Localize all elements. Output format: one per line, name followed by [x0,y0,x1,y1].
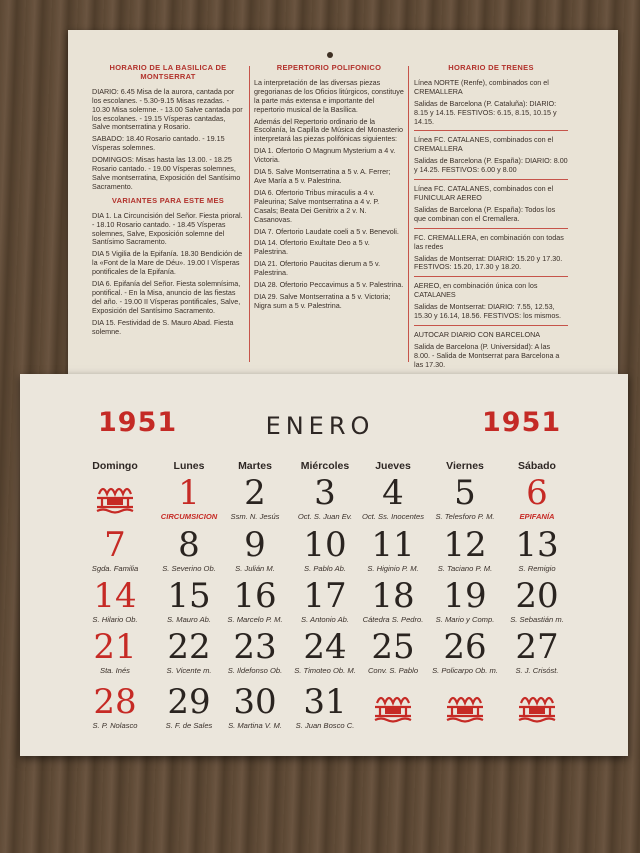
day-number: 10 [303,525,347,565]
saint-name: S. Sebastián m. [510,615,564,624]
saint-name: S. Mauro Ab. [166,615,212,624]
saint-name: CIRCUMSICION [160,512,218,521]
year-label-left: 1951 [98,407,178,438]
day-number: 17 [303,576,347,616]
saint-name: Sgda. Familia [91,564,139,573]
saint-name: S. Antonio Ab. [301,615,349,624]
day-number: 22 [167,627,211,667]
repertoire-title: REPERTORIO POLIFONICO [276,63,382,72]
repertoire-day-14: DIA 14. Ofertorio Exultate Deo a 5 v. Palestrina. [254,238,370,257]
saint-name: S. P. Nolasco [92,721,138,730]
montserrat-emblem-icon [498,683,576,741]
repertoire-day-6: DIA 6. Ofertorio Tribus miraculis a 4 v. Paleurina; Salve montserratina a 4 v. P. Casals; Beata Dei Genitrix a 2 v. N. Casanovas. [254,187,380,224]
day-number: 12 [443,525,487,565]
saint-name: S. Timoteo Ob. M. [294,666,356,675]
divider-line [414,179,568,180]
day-number: 7 [104,525,126,565]
calendar-day [354,474,432,532]
day-number: 4 [382,473,404,513]
train-line-funicular-times: Salidas de Barcelona (P. España): Todos los que combinan con el Cremallera. [414,204,556,223]
day-number: 23 [233,627,277,667]
day-number: 15 [167,576,211,616]
calendar-day [286,683,364,741]
day-number: 19 [443,576,487,616]
month-title: ENERO [265,412,375,440]
day-number: 1 [178,473,200,513]
column-divider [408,66,409,362]
train-line-cremallera-times: Salidas de Montserrat: DIARIO: 15.20 y 17.30. FESTIVOS: 15.20, 17.30 y 18.20. [414,253,563,272]
calendar-day [76,628,154,686]
calendar-day [216,474,294,532]
day-number: 8 [178,525,200,565]
train-schedule-title: HORARIO DE TRENES [448,63,534,72]
repertoire-column [254,64,404,314]
saint-name: S. Marcelo P. M. [227,615,283,624]
divider-line [414,130,568,131]
hanging-hole [327,52,333,58]
calendar-day [216,628,294,686]
bus-line-times: Salida de Barcelona (P. Universidad): A las 8.00. - Salida de Montserrat para Barcelona a las 17.30. [414,341,560,369]
train-line-catalanes: Línea FC. CATALANES, combinados con el CREMALLERA [414,135,554,154]
day-number: 5 [454,473,476,513]
saint-name: S. Juan Bosco C. [295,721,355,730]
day-number: 16 [233,576,277,616]
day-number: 20 [515,576,559,616]
train-schedule-column [414,64,568,373]
saint-name: S. Taciano P. M. [437,564,493,573]
montserrat-emblem-icon [76,474,154,532]
bus-line: AUTOCAR DIARIO CON BARCELONA [414,329,541,339]
calendar-day [216,683,294,741]
day-number: 2 [244,473,266,513]
saint-name: S. Severino Ob. [162,564,216,573]
calendar-day [426,474,504,532]
saint-name: S. Ildefonso Ob. [227,666,283,675]
weekday-header: Sábado [518,460,556,472]
saint-name: S. Higinio P. M. [367,564,419,573]
repertoire-day-28: DIA 28. Ofertorio Peccavimus a 5 v. Palestrina. [254,280,404,290]
repertoire-day-1: DIA 1. Ofertorio O Magnum Mysterium a 4 v. Victoria. [254,146,396,165]
day-number: 3 [314,473,336,513]
divider-line [414,276,568,277]
train-line-norte-times: Salidas de Barcelona (P. Cataluña): DIARIO: 8.15 y 14.15. FESTIVOS: 6.15, 8.15, 10.15 y 14.15. [414,98,557,126]
saint-name: S. Martina V. M. [228,721,282,730]
saint-name: Sta. Inés [100,666,130,675]
day-number: 26 [443,627,487,667]
saint-name: S. Hilario Ob. [92,615,138,624]
calendar-day [286,628,364,686]
saint-name: S. Vicente m. [166,666,212,675]
day-number: 18 [371,576,415,616]
day-number: 25 [371,627,415,667]
calendar-day [498,628,576,686]
weekday-header: Jueves [375,460,411,472]
saint-name: Conv. S. Pablo [367,666,419,675]
day-number: 21 [93,627,137,667]
train-line-norte: Línea NORTE (Renfe), combinados con el CREMALLERA [414,77,549,96]
montserrat-emblem-icon [354,683,432,741]
saint-name: S. J. Crisóst. [515,666,559,675]
basilica-saturday-text: SABADO: 18.40 Rosario cantado. - 19.15 Vísperas solemnes. [92,134,225,153]
day-number: 24 [303,627,347,667]
saint-name: Oct. Ss. Inocentes [361,512,425,521]
calendar-day [498,474,576,532]
day-number: 27 [515,627,559,667]
train-line-catalanes-times: Salidas de Barcelona (P. España): DIARIO: 8.00 y 14.25. FESTIVOS: 6.00 y 8.00 [414,156,568,175]
variants-title: VARIANTES PARA ESTE MES [111,195,225,205]
divider-line [414,325,568,326]
day-number: 29 [167,682,211,722]
saint-name: S. Remigio [518,564,556,573]
train-line-aereo: AEREO, en combinación única con los CATALANES [414,281,538,300]
day-number: 11 [371,525,415,565]
day-number: 13 [515,525,559,565]
calendar-day [354,628,432,686]
calendar-day [426,628,504,686]
calendar-day [286,474,364,532]
saint-name: Cátedra S. Pedro. [362,615,424,624]
basilica-daily-text: DIARIO: 6.45 Misa de la aurora, cantada por los escolanes. - 5.30-9.15 Misas rezadas. - 10.30 Misa solemne. - 13.00 Salve cantada por los escolanes. - 19.15 Vísperas cantadas, Salve montserratina y Rosario. [92,86,243,132]
weekday-header: Martes [238,460,272,472]
train-line-aereo-times: Salidas de Montserrat: DIARIO: 7.55, 12.53, 15.30 y 16.14, 18.56. FESTIVOS: los mismos. [414,302,562,321]
column-divider [249,66,250,362]
day-number: 14 [93,576,137,616]
year-label-right: 1951 [482,407,562,438]
day-number: 9 [244,525,266,565]
repertoire-day-5: DIA 5. Salve Montserratina a 5 v. A. Ferrer; Ave María a 5 v. Palestrina. [254,167,391,185]
weekday-header: Miércoles [300,460,350,472]
train-line-cremallera: FC. CREMALLERA, en combinación con todas las redes [414,232,564,251]
montserrat-emblem-icon [426,683,504,741]
weekday-header: Lunes [173,460,205,472]
saint-name: S. Mario y Comp. [435,615,495,624]
day-number: 28 [93,682,137,722]
saint-name: Ssm. N. Jesús [230,512,280,521]
variant-day-1: DIA 1. La Circuncisión del Señor. Fiesta prioral. - 18.10 Rosario cantado. - 18.45 Vísperas solemnes, Salve, Exposición solemne del Santísimo Sacramento. [92,210,243,247]
weekday-header: Viernes [446,460,484,472]
repertoire-day-29: DIA 29. Salve Montserratina a 5 v. Victoria; Nigra sum a 5 v. Palestrina. [254,291,391,310]
divider-line [414,228,568,229]
weekday-header: Domingo [92,460,138,472]
repertoire-intro: La interpretación de las diversas piezas gregorianas de los Oficios litúrgicos, constituye la parte más extensa e importante del repertorio musical de la Basílica. [254,77,404,114]
saint-name: EPIFANÍA [519,512,555,521]
basilica-schedule-column [92,64,244,339]
train-line-funicular: Línea FC. CATALANES, combinados con el FUNICULAR AEREO [414,184,554,202]
saint-name: S. Pablo Ab. [304,564,346,573]
repertoire-day-7: DIA 7. Ofertorio Laudate coeli a 5 v. Benevoli. [254,226,399,236]
saint-name: Oct. S. Juan Ev. [297,512,353,521]
repertoire-day-21: DIA 21. Ofertorio Paucitas dierum a 5 v. Palestrina. [254,259,381,278]
day-number: 31 [303,682,347,722]
basilica-sunday-text: DOMINGOS: Misas hasta las 13.00. - 18.25 Rosario cantado. - 19.00 Vísperas solemnes, Salve montserratina, Exposición del Santísimo Sacramento. [92,155,241,191]
basilica-schedule-title: HORARIO DE LA BASILICA DE MONTSERRAT [109,63,227,81]
saint-name: S. Policarpo Ob. m. [432,666,498,675]
variant-day-5: DIA 5 Vigilia de la Epifanía. 18.30 Bendición de la «Font de la Mare de Déu». 19.00 I Vísperas pontificales de la Epifanía. [92,249,243,277]
repertoire-intro-2: Además del Repertorio ordinario de la Escolanía, la Capilla de Música del Monasterio interpretará las piezas polifónicas siguientes: [254,116,404,144]
variant-day-6: DIA 6. Epifanía del Señor. Fiesta solemnísima, pontifical. - En la Misa, anuncio de las fiestas del año. - 19.00 II Vísperas pontificales, Salve, Exposición del Santísimo Sacramento. [92,279,241,315]
saint-name: S. Julián M. [235,564,275,573]
saint-name: S. F. de Sales [165,721,213,730]
calendar-day [76,683,154,741]
day-number: 6 [526,473,548,513]
variant-day-15: DIA 15. Festividad de S. Mauro Abad. Fiesta solemne. [92,317,234,336]
day-number: 30 [233,682,277,722]
saint-name: S. Telesforo P. M. [435,512,495,521]
